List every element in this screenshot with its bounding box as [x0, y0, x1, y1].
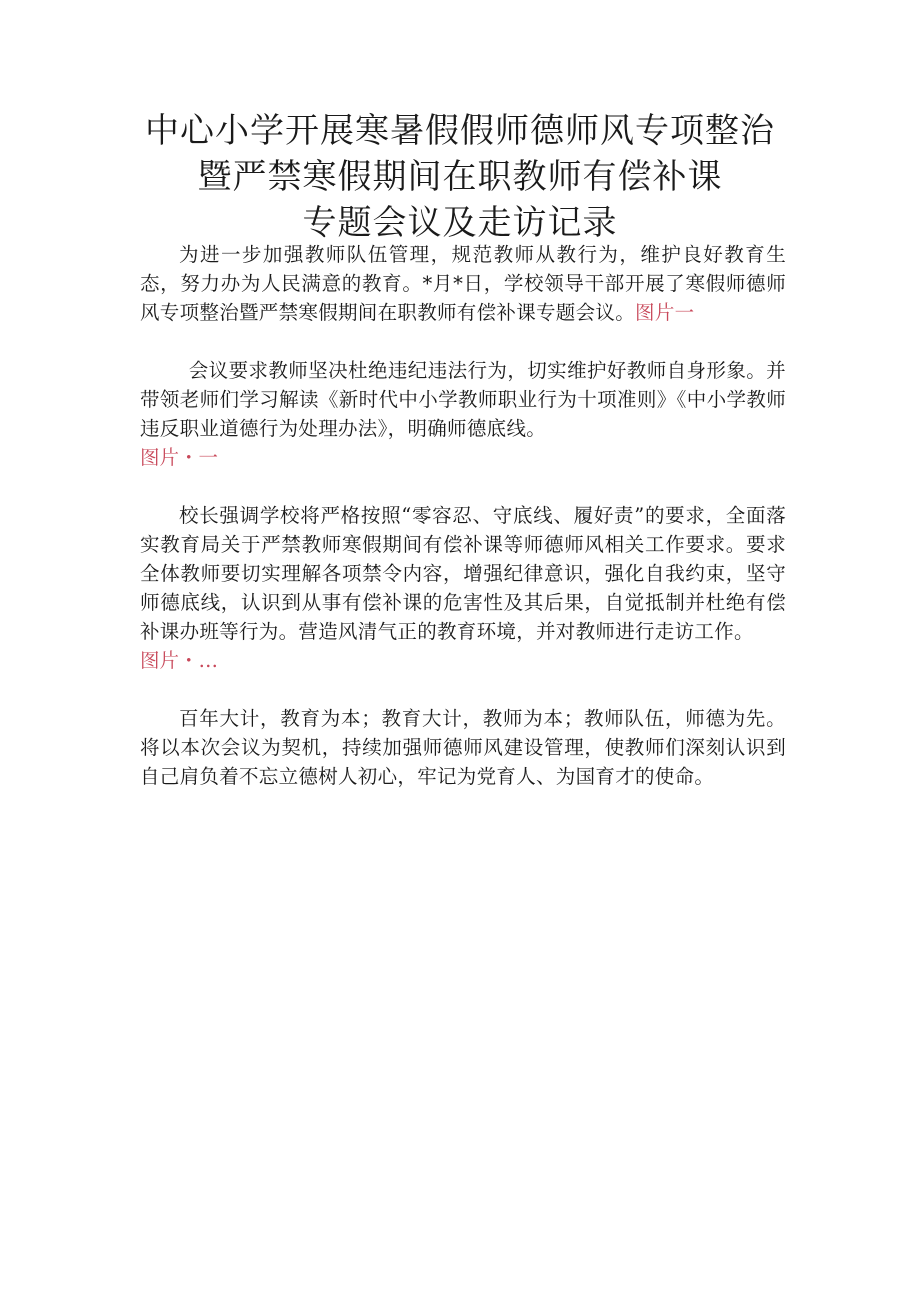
- spacer: [140, 472, 786, 501]
- image-label-1: 图片一: [635, 301, 695, 324]
- paragraph-conclusion: 百年大计，教育为本；教育大计，教师为本；教师队伍，师德为先。将以本次会议为契机，持续加强师德师风建设管理，使教师们深刻认识到自己肩负着不忘立德树人初心，牢记为党育人、为国育才的使命。: [140, 707, 786, 788]
- paragraph-principal: 校长强调学校将严格按照“零容忍、守底线、履好责”的要求，全面落实教育局关于严禁教师寒假期间有偿补课等师德师风相关工作要求。要求全体教师要切实理解各项禁令内容，增强纪律意识，强化自我约束，坚守师德底线，认识到从事有偿补课的危害性及其后果，自觉抵制并杜绝有偿补课办班等行为。营造风清气正的教育环境，并对教师进行走访工作。: [140, 504, 786, 643]
- paragraph-intro: [140, 240, 786, 327]
- title-line-3: 专题会议及走访记录: [302, 203, 618, 243]
- spacer: [140, 675, 786, 704]
- paragraph-meeting: 会议要求教师坚决杜绝违纪违法行为，切实维护好教师自身形象。并带领老师们学习解读《新时代中小学教师职业行为十项准则》《中小学教师违反职业道德行为处理办法》，明确师德底线。: [140, 359, 786, 440]
- title-line-2: 暨严禁寒假期间在职教师有偿补课: [197, 157, 723, 197]
- spacer: [140, 327, 786, 356]
- document-body: [140, 240, 786, 791]
- document-title: [0, 108, 920, 246]
- title-line-1: 中心小学开展寒暑假假师德师风专项整治: [145, 111, 775, 151]
- image-caption-2: 图片・一: [140, 446, 219, 469]
- paragraph-intro-text: 为进一步加强教师队伍管理，规范教师从教行为，维护良好教育生态，努力办为人民满意的教育。*月*日，学校领导干部开展了寒假师德师风专项整治暨严禁寒假期间在职教师有偿补课专题会议。: [140, 243, 786, 324]
- image-caption-3: 图片・…: [140, 649, 219, 672]
